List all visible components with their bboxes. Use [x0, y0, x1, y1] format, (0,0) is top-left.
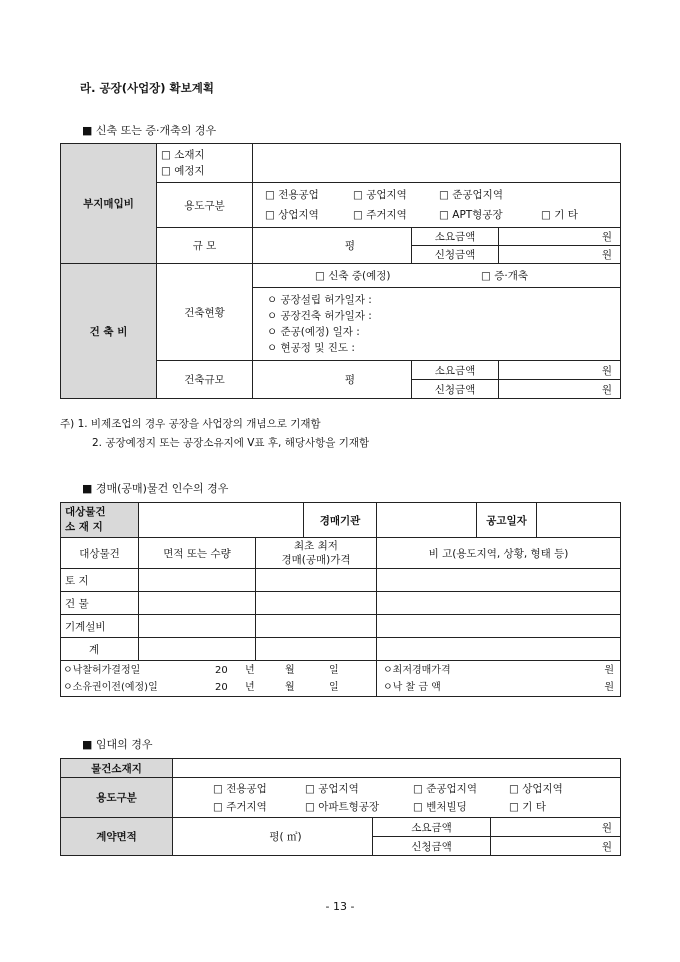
lease-opt-venture[interactable]: □ 벤처빌딩 — [413, 800, 467, 813]
table-cell[interactable] — [377, 615, 621, 638]
lease-required-label: 소요금액 — [373, 818, 491, 837]
month-unit: 월 — [285, 681, 295, 693]
lease-requested-won: 원 — [491, 837, 621, 856]
note-2: 2. 공장예정지 또는 공장소유지에 V표 후, 해당사항을 기재함 — [92, 437, 370, 449]
auction-agency-label: 경매기관 — [304, 503, 377, 538]
status-items — [253, 288, 621, 361]
building-scale-label: 건축규모 — [157, 361, 253, 399]
status-item: ㅇ 준공(예정) 일자 : — [267, 326, 360, 338]
lease-required-won: 원 — [491, 818, 621, 837]
page-number: - 13 - — [325, 900, 355, 913]
land-purchase-label: 부지매입비 — [61, 144, 157, 264]
land-option-planned[interactable]: □ 예정지 — [161, 165, 205, 177]
use-opt-semi-industrial[interactable]: □ 준공업지역 — [439, 189, 503, 201]
lease-use-label: 용도구분 — [61, 778, 173, 818]
land-requested-label: 신청금액 — [412, 246, 499, 264]
land-value[interactable] — [253, 144, 621, 183]
land-required-label: 소요금액 — [412, 228, 499, 246]
section-title: 라. 공장(사업장) 확보계획 — [80, 81, 214, 95]
col-header-price — [256, 538, 377, 569]
auction-location-label — [61, 503, 139, 538]
auction-location-label-line2: 소 재 지 — [65, 521, 103, 533]
auction-location-label-line1: 대상물건 — [65, 506, 106, 518]
year-prefix: 20 — [215, 664, 228, 676]
land-required-won: 원 — [499, 228, 621, 246]
table-cell[interactable] — [139, 638, 256, 661]
construction-table — [60, 143, 621, 399]
lease-opt-industrial[interactable]: □ 공업지역 — [305, 782, 359, 795]
status-item: ㅇ 공장건축 허가일자 : — [267, 310, 372, 322]
table-cell[interactable] — [256, 592, 377, 615]
scale-label: 규 모 — [157, 228, 253, 264]
lease-table — [60, 758, 621, 856]
scale-unit: 평 — [253, 228, 412, 264]
day-unit: 일 — [329, 681, 339, 693]
year-unit: 년 — [245, 664, 255, 676]
table-cell[interactable] — [256, 638, 377, 661]
use-opt-industrial[interactable]: □ 공업지역 — [353, 189, 407, 201]
use-opt-commercial[interactable]: □ 상업지역 — [265, 209, 319, 221]
status-item: ㅇ 공장설립 허가일자 : — [267, 294, 372, 306]
auction-location-value[interactable] — [139, 503, 304, 538]
s1-heading: ■ 신축 또는 증·개축의 경우 — [82, 124, 217, 137]
auction-agency-value[interactable] — [377, 503, 477, 538]
status-options — [253, 264, 621, 288]
build-requested-won: 원 — [499, 380, 621, 399]
col-header-area: 면적 또는 수량 — [139, 538, 256, 569]
table-cell[interactable] — [139, 569, 256, 592]
auction-table — [60, 502, 621, 697]
col-header-remarks: 비 고(용도지역, 상황, 형태 등) — [377, 538, 621, 569]
use-opt-other[interactable]: □ 기 타 — [541, 209, 578, 221]
year-unit: 년 — [245, 681, 255, 693]
row-label-building: 건 물 — [61, 592, 139, 615]
table-cell[interactable] — [377, 569, 621, 592]
bid-amount-label: ㅇ낙 찰 금 액 — [383, 681, 441, 693]
table-cell[interactable] — [256, 615, 377, 638]
use-options — [253, 183, 621, 228]
lease-opt-exclusive[interactable]: □ 전용공업 — [213, 782, 267, 795]
notice-date-value[interactable] — [537, 503, 621, 538]
use-opt-apt[interactable]: □ APT형공장 — [439, 209, 503, 221]
build-required-won: 원 — [499, 361, 621, 380]
bid-amount-won: 원 — [604, 681, 614, 693]
dates-cell — [61, 661, 377, 697]
land-option-location[interactable]: □ 소재지 — [161, 149, 205, 161]
row-label-machinery: 기계설비 — [61, 615, 139, 638]
build-required-label: 소요금액 — [412, 361, 499, 380]
ownership-transfer-label: ㅇ소유권이전(예정)일 — [63, 681, 158, 693]
s2-heading: ■ 경매(공매)물건 인수의 경우 — [82, 482, 229, 495]
min-price-label: ㅇ최저경매가격 — [383, 664, 451, 676]
lease-opt-semi-industrial[interactable]: □ 준공업지역 — [413, 782, 477, 795]
table-cell[interactable] — [377, 638, 621, 661]
table-cell[interactable] — [256, 569, 377, 592]
building-status-label: 건축현황 — [157, 264, 253, 361]
contract-area-value[interactable]: 평( ㎡) — [173, 818, 373, 856]
land-requested-won: 원 — [499, 246, 621, 264]
use-opt-exclusive[interactable]: □ 전용공업 — [265, 189, 319, 201]
lease-opt-other[interactable]: □ 기 타 — [509, 800, 546, 813]
use-label: 용도구분 — [157, 183, 253, 228]
row-label-land: 토 지 — [61, 569, 139, 592]
use-opt-residential[interactable]: □ 주거지역 — [353, 209, 407, 221]
lease-location-label: 물건소재지 — [61, 759, 173, 778]
table-cell[interactable] — [139, 592, 256, 615]
col-header-price-line2: 경매(공매)가격 — [281, 554, 351, 566]
note-1: 주) 1. 비제조업의 경우 공장을 사업장의 개념으로 기재함 — [60, 418, 321, 430]
land-options — [157, 144, 253, 183]
lease-opt-apt[interactable]: □ 아파트형공장 — [305, 800, 380, 813]
col-header-object: 대상물건 — [61, 538, 139, 569]
lease-opt-commercial[interactable]: □ 상업지역 — [509, 782, 563, 795]
lease-requested-label: 신청금액 — [373, 837, 491, 856]
building-scale-unit: 평 — [253, 361, 412, 399]
prices-cell — [377, 661, 621, 697]
notice-date-label: 공고일자 — [477, 503, 537, 538]
status-opt-extension[interactable]: □ 증·개축 — [481, 270, 529, 282]
bid-approval-label: ㅇ낙찰허가결정일 — [63, 664, 141, 676]
status-opt-new[interactable]: □ 신축 중(예정) — [315, 270, 391, 282]
lease-use-options — [173, 778, 621, 818]
lease-opt-residential[interactable]: □ 주거지역 — [213, 800, 267, 813]
year-prefix: 20 — [215, 681, 228, 693]
contract-area-label: 계약면적 — [61, 818, 173, 856]
status-item: ㅇ 현공정 및 진도 : — [267, 342, 355, 354]
building-cost-label: 건 축 비 — [61, 264, 157, 399]
month-unit: 월 — [285, 664, 295, 676]
table-cell[interactable] — [139, 615, 256, 638]
min-price-won: 원 — [604, 664, 614, 676]
col-header-price-line1: 최초 최저 — [294, 540, 338, 552]
table-cell[interactable] — [377, 592, 621, 615]
s3-heading: ■ 임대의 경우 — [82, 738, 153, 751]
lease-location-value[interactable] — [173, 759, 621, 778]
day-unit: 일 — [329, 664, 339, 676]
build-requested-label: 신청금액 — [412, 380, 499, 399]
row-label-total: 계 — [61, 638, 139, 661]
